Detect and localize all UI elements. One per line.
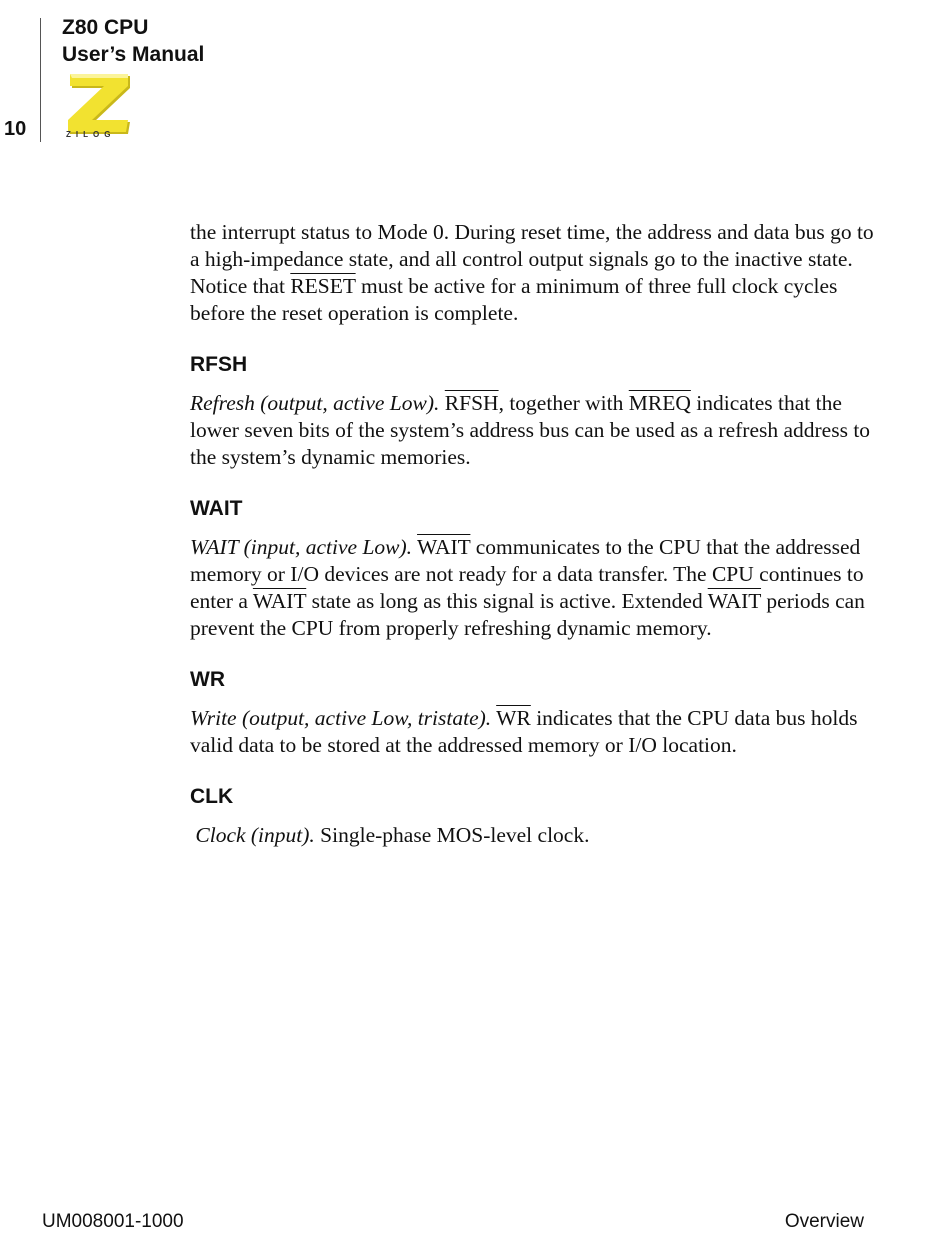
heading-clk: CLK: [190, 785, 234, 808]
footer-document-id: UM008001-1000: [42, 1211, 184, 1232]
paragraph-rfsh: [190, 390, 880, 471]
signal-mreq: MREQ: [628, 391, 691, 415]
wait-text-3: periods can prevent the CPU from properly refreshing dynamic memory.: [190, 589, 865, 640]
clk-text-after: Single-phase MOS-level clock.: [314, 823, 590, 847]
wr-lead: Write (output, active Low, tristate).: [190, 706, 492, 730]
document-title: [62, 14, 204, 68]
wait-text-2: state as long as this signal is active. Extended: [306, 589, 708, 613]
rfsh-lead: Refresh (output, active Low).: [190, 391, 440, 415]
paragraph-clk: [190, 822, 880, 849]
heading-wait: WAIT: [190, 497, 243, 520]
paragraph-wr: [190, 705, 880, 759]
signal-reset: RESET: [290, 274, 356, 298]
rfsh-text-mid: , together with: [498, 391, 629, 415]
wait-lead: WAIT (input, active Low).: [190, 535, 413, 559]
main-content: [190, 219, 880, 849]
intro-text-after: must be active for a minimum of three full clock cycles before the reset operation is complete.: [190, 274, 838, 325]
signal-wr: $\overline{WR}$: [496, 706, 531, 730]
signal-wait-1: WAIT: [417, 535, 471, 559]
signal-wait-2: WAIT: [252, 589, 307, 613]
logo-wordmark: ZILOG: [66, 130, 116, 139]
header-vertical-rule: [40, 18, 41, 142]
document-title-line1: Z80 CPU: [62, 16, 149, 39]
rfsh-text-after: indicates that the lower seven bits of the system’s address bus can be used as a refresh address to the system’s dynamic memories.: [190, 391, 871, 469]
wait-text-1: communicates to the CPU that the addressed memory or I/O devices are not ready for a data transfer. The CPU continues to enter a: [190, 535, 864, 613]
page-number: 10: [4, 118, 27, 140]
intro-text-before: the interrupt status to Mode 0. During reset time, the address and data bus go to a high-impedance state, and all control output signals go to the inactive state. Notice that: [190, 220, 874, 298]
signal-wait-3: WAIT: [707, 589, 762, 613]
clk-lead: Clock (input).: [195, 823, 315, 847]
paragraph-wait: [190, 534, 880, 642]
signal-rfsh: RFSH: [444, 391, 499, 415]
footer-section-name: Overview: [784, 1211, 864, 1232]
heading-rfsh: RFSH: [190, 353, 248, 376]
document-title-line2: User’s Manual: [62, 43, 205, 66]
wr-text-after: indicates that the CPU data bus holds valid data to be stored at the addressed memory or I/O location.: [190, 706, 858, 757]
heading-wr: WR: [190, 668, 225, 691]
intro-paragraph: [190, 219, 880, 327]
